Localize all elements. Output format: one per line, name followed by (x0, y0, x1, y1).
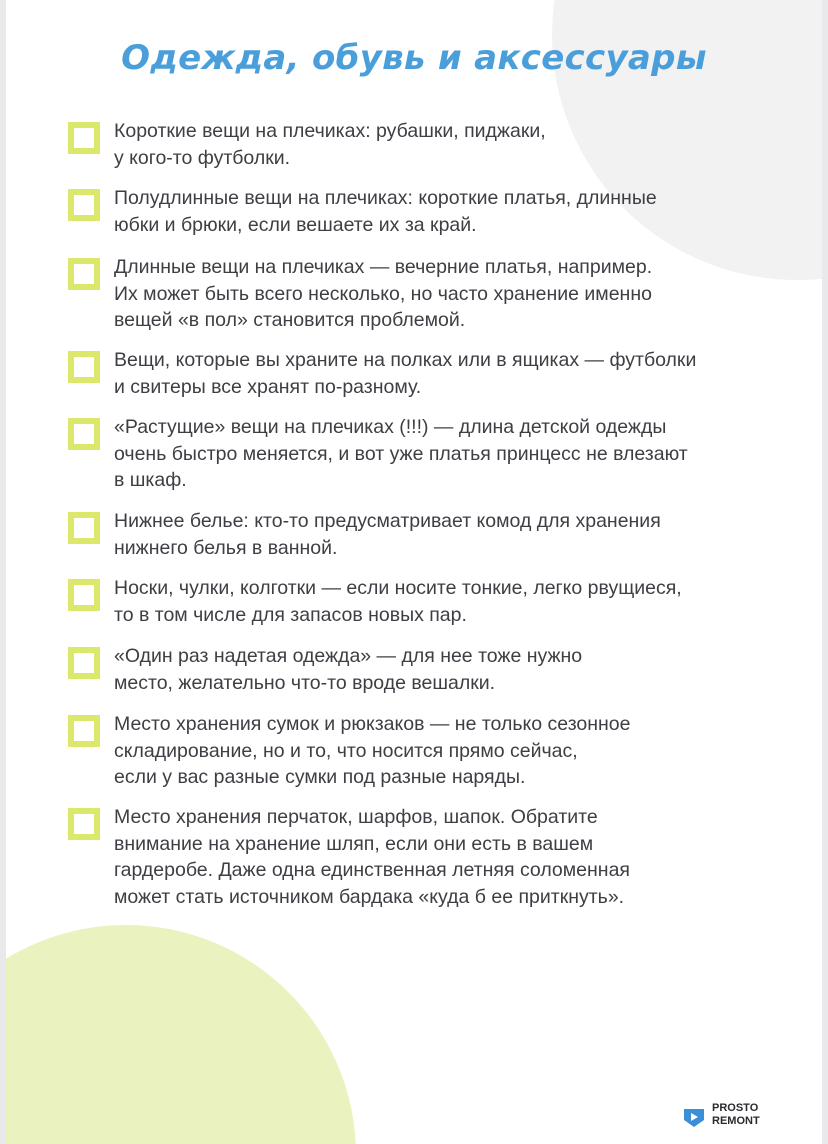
item-line: Место хранения перчаток, шарфов, шапок. Обратите (114, 806, 598, 828)
item-line: у кого-то футболки. (114, 146, 291, 169)
item-text (114, 254, 784, 334)
item-line: Полудлинные вещи на плечиках: короткие платья, длинные (114, 187, 657, 209)
checkbox[interactable] (68, 512, 100, 544)
item-line: вещей «в пол» становится проблемой. (114, 309, 466, 331)
item-text (114, 643, 784, 696)
item-text (114, 575, 784, 628)
item-line: нижнего белья в ванной. (114, 536, 338, 559)
item-line: Вещи, которые вы храните на полках или в ящиках — футболки (114, 349, 697, 371)
item-line: в шкаф. (114, 469, 187, 491)
item-line: Место хранения сумок и рюкзаков — не только сезонное (114, 713, 631, 735)
item-text (114, 185, 784, 238)
item-line: Носки, чулки, колготки — если носите тонкие, легко рвущиеся, (114, 577, 682, 599)
checklist (6, 0, 822, 1144)
item-line: внимание на хранение шляп, если они есть в вашем (114, 832, 594, 855)
checkbox[interactable] (68, 122, 100, 154)
checkbox[interactable] (68, 258, 100, 290)
item-text (114, 711, 784, 791)
item-line: Их может быть всего несколько, но часто хранение именно (114, 282, 652, 305)
logo-line: PROSTO (712, 1102, 759, 1114)
item-line: «Растущие» вещи на плечиках (!!!) — длина детской одежды (114, 416, 667, 438)
logo-text (712, 1102, 782, 1127)
logo-line: REMONT (712, 1114, 760, 1127)
item-line: складирование, но и то, что носится прямо сейчас, (114, 739, 578, 762)
item-text (114, 347, 784, 400)
checkbox[interactable] (68, 579, 100, 611)
item-line: может стать источником бардака «куда б ее приткнуть». (114, 885, 625, 908)
item-line: очень быстро меняется, и вот уже платья принцесс не влезают (114, 442, 688, 465)
item-text (114, 804, 784, 910)
item-text (114, 508, 784, 561)
item-text (114, 118, 784, 171)
item-line: «Один раз надетая одежда» — для нее тоже нужно (114, 645, 583, 667)
checkbox[interactable] (68, 351, 100, 383)
checkbox[interactable] (68, 418, 100, 450)
item-line: если у вас разные сумки под разные наряды. (114, 766, 526, 788)
item-line: Длинные вещи на плечиках — вечерние платья, например. (114, 256, 653, 278)
item-line: Нижнее белье: кто-то предусматривает комод для хранения (114, 510, 661, 532)
item-line: и свитеры все хранят по-разному. (114, 375, 422, 398)
checkbox[interactable] (68, 189, 100, 221)
document-page (6, 0, 822, 1144)
checkbox[interactable] (68, 715, 100, 747)
page-title: Одежда, обувь и аксессуары (121, 38, 707, 78)
item-line: гардеробе. Даже одна единственная летняя соломенная (114, 859, 630, 881)
item-line: юбки и брюки, если вешаете их за край. (114, 213, 477, 236)
item-line: место, желательно что-то вроде вешалки. (114, 671, 496, 694)
item-line: то в том числе для запасов новых пар. (114, 603, 467, 626)
checkbox[interactable] (68, 808, 100, 840)
item-text (114, 414, 784, 494)
checkbox[interactable] (68, 647, 100, 679)
item-line: Короткие вещи на плечиках: рубашки, пиджаки, (114, 120, 546, 142)
prosto-remont-logo-icon (682, 1105, 706, 1129)
